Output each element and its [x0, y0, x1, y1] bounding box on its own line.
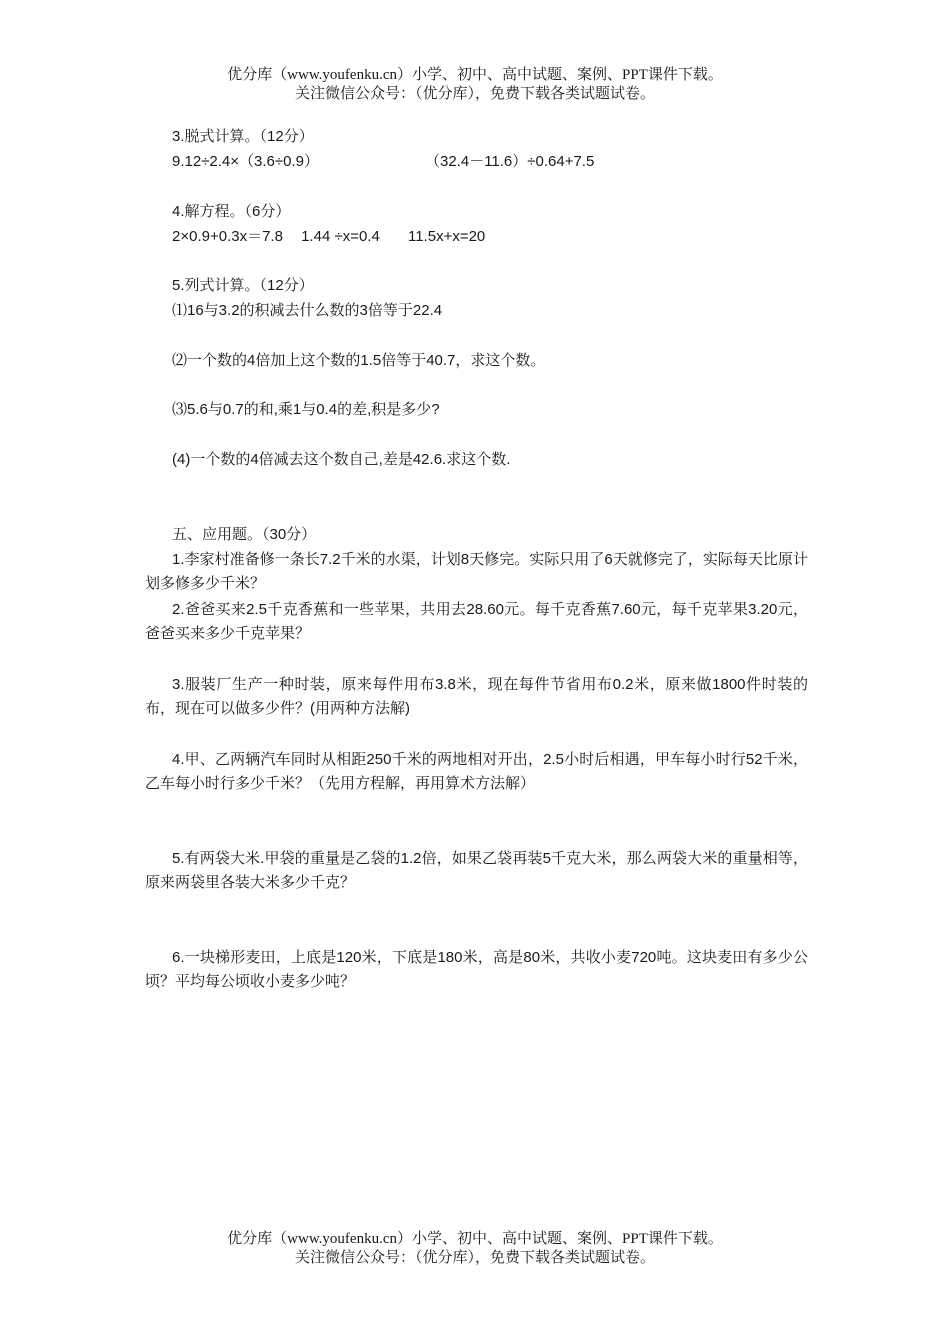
application-problem-3: 3.服装厂生产一种时装，原来每件用布3.8米，现在每件节省用布0.2米，原来做1800件时装的布，现在可以做多少件？(用两种方法解) — [145, 676, 808, 717]
section5-item-3: ⑶5.6与0.7的和,乘1与0.4的差,积是多少? — [172, 401, 440, 418]
section5-item-2: ⑵一个数的4倍加上这个数的1.5倍等于40.7，求这个数。 — [172, 352, 546, 369]
equation-3: 11.5x+x=20 — [407, 228, 486, 245]
footer-line-2: 关注微信公众号：（优分库），免费下载各类试题试卷。 — [294, 1250, 655, 1266]
section4-equations — [172, 227, 485, 247]
section3-title: 3.脱式计算。（12分） — [172, 128, 314, 145]
application-title: 五、应用题。（30分） — [172, 526, 317, 543]
header-line-2: 关注微信公众号：（优分库），免费下载各类试题试卷。 — [294, 86, 655, 102]
section3-expression-2: （32.4－11.6）÷0.64+7.5 — [425, 153, 595, 170]
application-problem-2: 2.爸爸买来2.5千克香蕉和一些苹果，共用去28.60元。每千克香蕉7.60元，每千克苹果3.20元，爸爸买来多少千克苹果？ — [145, 601, 808, 642]
equation-2: 1.44 ÷x=0.4 — [301, 228, 380, 245]
section5-item-1: ⑴16与3.2的积减去什么数的3倍等于22.4 — [172, 302, 443, 319]
footer-line-1: 优分库（www.youfenku.cn）小学、初中、高中试题、案例、PPT课件下载。 — [227, 1231, 723, 1247]
application-problem-6: 6.一块梯形麦田，上底是120米，下底是180米，高是80米，共收小麦720吨。这块麦田有多少公顷？平均每公顷收小麦多少吨？ — [145, 949, 808, 990]
section5-title: 5.列式计算。（12分） — [172, 277, 314, 294]
section5-item-4: (4)一个数的4倍减去这个数自己,差是42.6.求这个数. — [172, 451, 511, 468]
header-line-1: 优分库（www.youfenku.cn）小学、初中、高中试题、案例、PPT课件下载。 — [227, 67, 723, 83]
section4-title: 4.解方程。（6分） — [172, 203, 291, 220]
application-problem-5: 5.有两袋大米.甲袋的重量是乙袋的1.2倍，如果乙袋再装5千克大米，那么两袋大米的重量相等，原来两袋里各装大米多少千克？ — [145, 850, 808, 891]
section3-expression-1: 9.12÷2.4×（3.6÷0.9） — [172, 153, 319, 170]
application-problem-1: 1.李家村准备修一条长7.2千米的水渠，计划8天修完。实际只用了6天就修完了，实际每天比原计划多修多少千米？ — [145, 551, 808, 592]
page-header — [0, 66, 950, 104]
application-problem-4: 4.甲、乙两辆汽车同时从相距250千米的两地相对开出，2.5小时后相遇，甲车每小时行52千米，乙车每小时行多少千米？（先用方程解，再用算术方法解） — [145, 751, 808, 792]
equation-1: 2×0.9+0.3x＝7.8 — [172, 228, 283, 245]
page-footer — [0, 1230, 950, 1268]
